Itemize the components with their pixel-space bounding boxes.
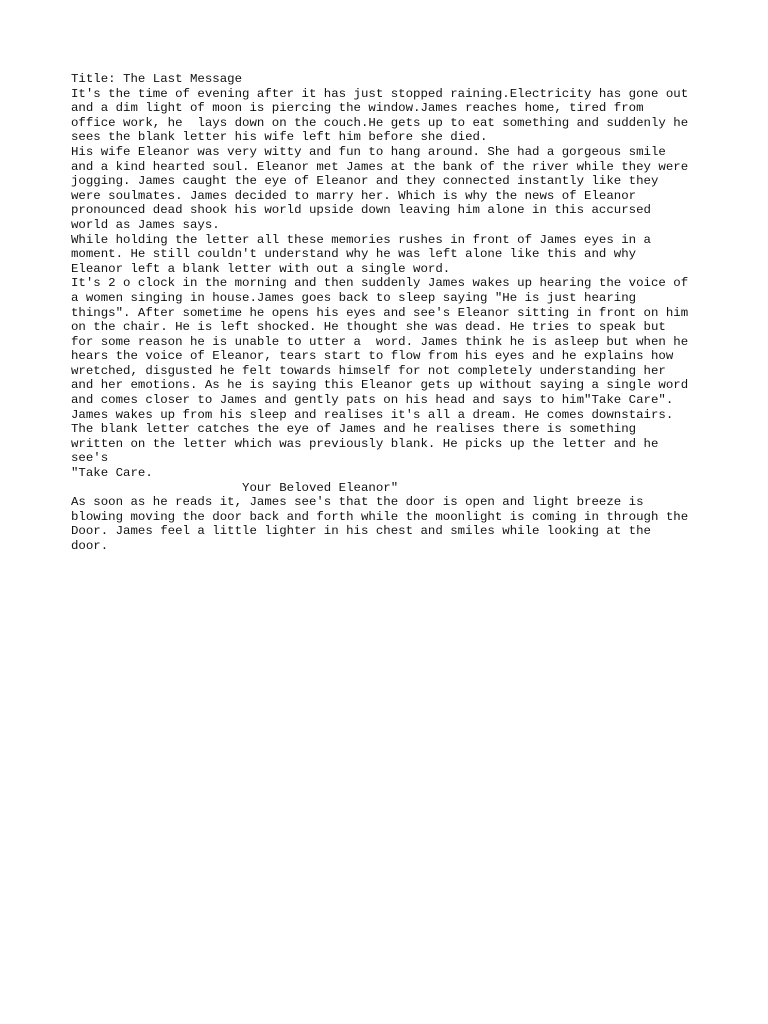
- text-line: things". After sometime he opens his eyes and see's Eleanor sitting in front on him: [71, 305, 689, 320]
- text-line: see's: [71, 451, 109, 466]
- text-line: Door. James feel a little lighter in his chest and smiles while looking at the: [71, 524, 651, 539]
- text-line: on the chair. He is left shocked. He thought she was dead. He tries to speak but: [71, 320, 666, 335]
- text-line: It's 2 o clock in the morning and then suddenly James wakes up hearing the voice of: [71, 276, 689, 291]
- text-line: jogging. James caught the eye of Eleanor and they connected instantly like they: [71, 174, 659, 189]
- text-line: blowing moving the door back and forth while the moonlight is coming in through the: [71, 509, 689, 524]
- text-line: were soulmates. James decided to marry her. Which is why the news of Eleanor: [71, 188, 637, 203]
- text-line: pronounced dead shook his world upside down leaving him alone in this accursed: [71, 203, 651, 218]
- text-line: wretched, disgusted he felt towards himself for not completely understanding her: [71, 363, 666, 378]
- text-line: It's the time of evening after it has just stopped raining.Electricity has gone out: [71, 86, 689, 101]
- text-line: for some reason he is unable to utter a word. James think he is asleep but when he: [71, 334, 689, 349]
- text-line: door.: [71, 539, 109, 553]
- text-line: and a kind hearted soul. Eleanor met James at the bank of the river while they were: [71, 159, 689, 174]
- text-line: and her emotions. As he is saying this Eleanor gets up without saying a single word: [71, 378, 689, 393]
- text-line: The blank letter catches the eye of James and he realises there is something: [71, 422, 637, 437]
- text-line: moment. He still couldn't understand why he was left alone like this and why: [71, 247, 637, 262]
- document-page: [71, 72, 711, 554]
- text-line: Eleanor left a blank letter with out a single word.: [71, 261, 451, 276]
- text-line: world as James says.: [71, 217, 220, 232]
- text-line: office work, he lays down on the couch.He gets up to eat something and suddenly he: [71, 115, 689, 130]
- story-title: Title: The Last Message: [71, 72, 243, 86]
- letter-signature-line: Your Beloved Eleanor": [71, 480, 399, 495]
- text-line: hears the voice of Eleanor, tears start to flow from his eyes and he explains how: [71, 349, 674, 364]
- text-line: written on the letter which was previously blank. He picks up the letter and he: [71, 436, 659, 451]
- text-line: sees the blank letter his wife left him before she died.: [71, 130, 488, 145]
- letter-text-line: "Take Care.: [71, 466, 153, 481]
- text-line: While holding the letter all these memories rushes in front of James eyes in a: [71, 232, 651, 247]
- text-line: His wife Eleanor was very witty and fun to hang around. She had a gorgeous smile: [71, 144, 666, 159]
- text-line: As soon as he reads it, James see's that the door is open and light breeze is: [71, 495, 644, 510]
- text-line: and comes closer to James and gently pats on his head and says to him"Take Care".: [71, 393, 674, 408]
- text-line: James wakes up from his sleep and realises it's all a dream. He comes downstairs.: [71, 407, 674, 422]
- text-line: and a dim light of moon is piercing the window.James reaches home, tired from: [71, 101, 644, 116]
- text-line: a women singing in house.James goes back to sleep saying "He is just hearing: [71, 290, 637, 305]
